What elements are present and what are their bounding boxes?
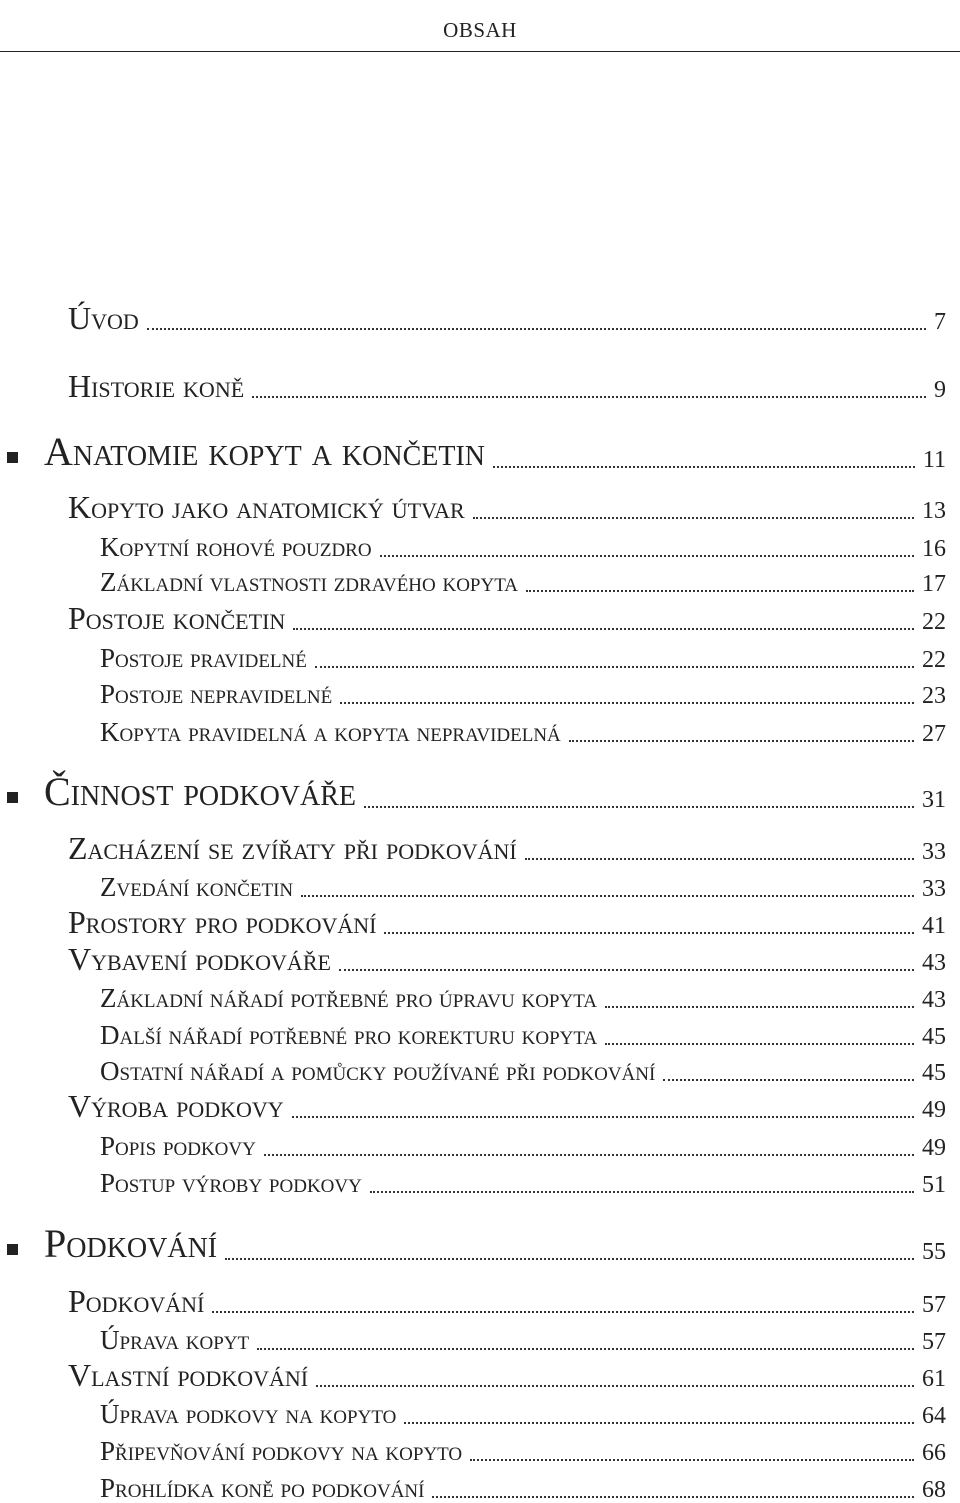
toc-dot-leader bbox=[293, 628, 914, 630]
toc-entry-title: Zacházení se zvířaty při podkování bbox=[68, 830, 517, 866]
toc-entry-title: Prohlídka koně po podkování bbox=[100, 1473, 425, 1503]
toc-entry-page-number: 33 bbox=[922, 876, 946, 902]
toc-entry-title: Podkování bbox=[44, 1221, 218, 1266]
toc-entry[interactable] bbox=[0, 569, 960, 596]
toc-entry-title: Úprava kopyt bbox=[100, 1325, 250, 1355]
toc-entry[interactable] bbox=[0, 1401, 960, 1428]
toc-dot-leader bbox=[470, 1459, 914, 1461]
toc-entry-title: Ostatní nářadí a pomůcky používané při podkování bbox=[100, 1056, 656, 1086]
toc-dot-leader bbox=[316, 1385, 914, 1387]
toc-entry-title: Základní nářadí potřebné pro úpravu kopyta bbox=[100, 983, 598, 1013]
section-bullet-icon bbox=[7, 792, 18, 803]
toc-entry-title: Postoje nepravidelné bbox=[100, 679, 333, 709]
toc-entry[interactable] bbox=[0, 1170, 960, 1197]
toc-dot-leader bbox=[525, 858, 914, 860]
toc-dot-leader bbox=[370, 1191, 914, 1193]
toc-entry[interactable] bbox=[0, 370, 960, 402]
toc-entry-title: Výroba podkovy bbox=[68, 1088, 284, 1124]
toc-entry[interactable] bbox=[0, 1221, 960, 1266]
toc-dot-leader bbox=[404, 1422, 914, 1424]
toc-entry[interactable] bbox=[0, 1438, 960, 1465]
toc-entry-page-number: 9 bbox=[934, 377, 946, 403]
section-bullet-icon bbox=[7, 452, 18, 463]
toc-entry[interactable] bbox=[0, 681, 960, 708]
toc-entry-page-number: 57 bbox=[922, 1292, 946, 1318]
toc-dot-leader bbox=[605, 1006, 914, 1008]
toc-entry[interactable] bbox=[0, 1058, 960, 1085]
toc-entry[interactable] bbox=[0, 491, 960, 523]
toc-entry-title: Kopyta pravidelná a kopyta nepravidelná bbox=[100, 717, 561, 747]
toc-entry[interactable] bbox=[0, 645, 960, 672]
toc-dot-leader bbox=[339, 969, 914, 971]
toc-entry-page-number: 17 bbox=[922, 571, 946, 597]
toc-entry-title: Úvod bbox=[68, 300, 139, 336]
toc-dot-leader bbox=[147, 328, 926, 330]
toc-entry-page-number: 33 bbox=[922, 839, 946, 865]
toc-dot-leader bbox=[569, 740, 914, 742]
toc-entry-title: Vlastní podkování bbox=[68, 1357, 309, 1393]
toc-entry-title: Činnost podkováře bbox=[44, 769, 357, 814]
toc-dot-leader bbox=[526, 590, 914, 592]
toc-entry[interactable] bbox=[0, 769, 960, 814]
toc-entry-title: Další nářadí potřebné pro korekturu kopyta bbox=[100, 1020, 598, 1050]
toc-entry-page-number: 43 bbox=[922, 987, 946, 1013]
toc-entry[interactable] bbox=[0, 429, 960, 474]
toc-dot-leader bbox=[315, 666, 914, 668]
toc-entry-page-number: 11 bbox=[922, 447, 946, 473]
toc-entry[interactable] bbox=[0, 874, 960, 901]
toc-entry[interactable] bbox=[0, 1022, 960, 1049]
toc-entry[interactable] bbox=[0, 1359, 960, 1391]
toc-entry-page-number: 27 bbox=[922, 721, 946, 747]
toc-entry-page-number: 22 bbox=[922, 609, 946, 635]
toc-dot-leader bbox=[364, 806, 914, 808]
toc-dot-leader bbox=[473, 517, 914, 519]
toc-entry[interactable] bbox=[0, 1475, 960, 1502]
toc-entry-title: Prostory pro podkování bbox=[68, 904, 377, 940]
toc-entry[interactable] bbox=[0, 1133, 960, 1160]
toc-entry[interactable] bbox=[0, 602, 960, 634]
toc-entry[interactable] bbox=[0, 906, 960, 938]
toc-entry-title: Postoje končetin bbox=[68, 600, 286, 636]
toc-entry-title: Podkování bbox=[68, 1283, 205, 1319]
toc-entry-page-number: 64 bbox=[922, 1403, 946, 1429]
toc-entry-title: Historie koně bbox=[68, 368, 245, 404]
toc-dot-leader bbox=[432, 1496, 914, 1498]
toc-entry[interactable] bbox=[0, 943, 960, 975]
toc-entry-page-number: 7 bbox=[934, 309, 946, 335]
toc-dot-leader bbox=[292, 1116, 914, 1118]
toc-dot-leader bbox=[212, 1311, 914, 1313]
toc-entry-page-number: 45 bbox=[922, 1060, 946, 1086]
toc-entry-title: Postup výroby podkovy bbox=[100, 1168, 362, 1198]
toc-entry-page-number: 68 bbox=[922, 1477, 946, 1503]
toc-entry[interactable] bbox=[0, 1285, 960, 1317]
toc-dot-leader bbox=[301, 895, 914, 897]
toc-entry-title: Základní vlastnosti zdravého kopyta bbox=[100, 567, 519, 597]
toc-entry-page-number: 45 bbox=[922, 1024, 946, 1050]
toc-entry-title: Anatomie kopyt a končetin bbox=[44, 429, 486, 474]
toc-dot-leader bbox=[225, 1258, 914, 1260]
toc-entry-page-number: 55 bbox=[922, 1239, 946, 1265]
toc-dot-leader bbox=[663, 1079, 914, 1081]
toc-entry-title: Kopyto jako anatomický útvar bbox=[68, 489, 465, 525]
toc-dot-leader bbox=[384, 932, 914, 934]
toc-dot-leader bbox=[257, 1348, 914, 1350]
toc-entry-page-number: 57 bbox=[922, 1329, 946, 1355]
toc-entry-page-number: 31 bbox=[922, 787, 946, 813]
toc-entry-page-number: 49 bbox=[922, 1097, 946, 1123]
toc-entry[interactable] bbox=[0, 832, 960, 864]
toc-dot-leader bbox=[380, 555, 914, 557]
section-bullet-icon bbox=[7, 1244, 18, 1255]
toc-entry[interactable] bbox=[0, 1327, 960, 1354]
header-rule bbox=[0, 51, 960, 52]
toc-entry-title: Kopytní rohové pouzdro bbox=[100, 532, 372, 562]
toc-entry-title: Vybavení podkováře bbox=[68, 941, 331, 977]
page-header: OBSAH bbox=[443, 18, 517, 42]
toc-entry-title: Úprava podkovy na kopyto bbox=[100, 1399, 397, 1429]
toc-entry-page-number: 22 bbox=[922, 647, 946, 673]
toc-entry[interactable] bbox=[0, 302, 960, 334]
toc-entry-title: Postoje pravidelné bbox=[100, 643, 307, 673]
toc-entry-page-number: 61 bbox=[922, 1366, 946, 1392]
toc-entry-page-number: 49 bbox=[922, 1135, 946, 1161]
toc-entry-page-number: 16 bbox=[922, 536, 946, 562]
toc-dot-leader bbox=[605, 1043, 914, 1045]
toc-entry[interactable] bbox=[0, 1090, 960, 1122]
toc-entry-title: Připevňování podkovy na kopyto bbox=[100, 1436, 463, 1466]
toc-dot-leader bbox=[252, 396, 926, 398]
toc-entry-page-number: 51 bbox=[922, 1172, 946, 1198]
toc-entry-page-number: 43 bbox=[922, 950, 946, 976]
toc-entry-page-number: 41 bbox=[922, 913, 946, 939]
toc-entry-page-number: 66 bbox=[922, 1440, 946, 1466]
toc-dot-leader bbox=[264, 1154, 914, 1156]
toc-entry[interactable] bbox=[0, 719, 960, 746]
toc-entry-page-number: 23 bbox=[922, 683, 946, 709]
toc-dot-leader bbox=[340, 702, 914, 704]
toc-dot-leader bbox=[493, 466, 915, 468]
toc-entry[interactable] bbox=[0, 985, 960, 1012]
toc-entry-page-number: 13 bbox=[922, 498, 946, 524]
toc-entry[interactable] bbox=[0, 534, 960, 561]
toc-entry-title: Zvedání končetin bbox=[100, 872, 294, 902]
toc-entry-title: Popis podkovy bbox=[100, 1131, 256, 1161]
